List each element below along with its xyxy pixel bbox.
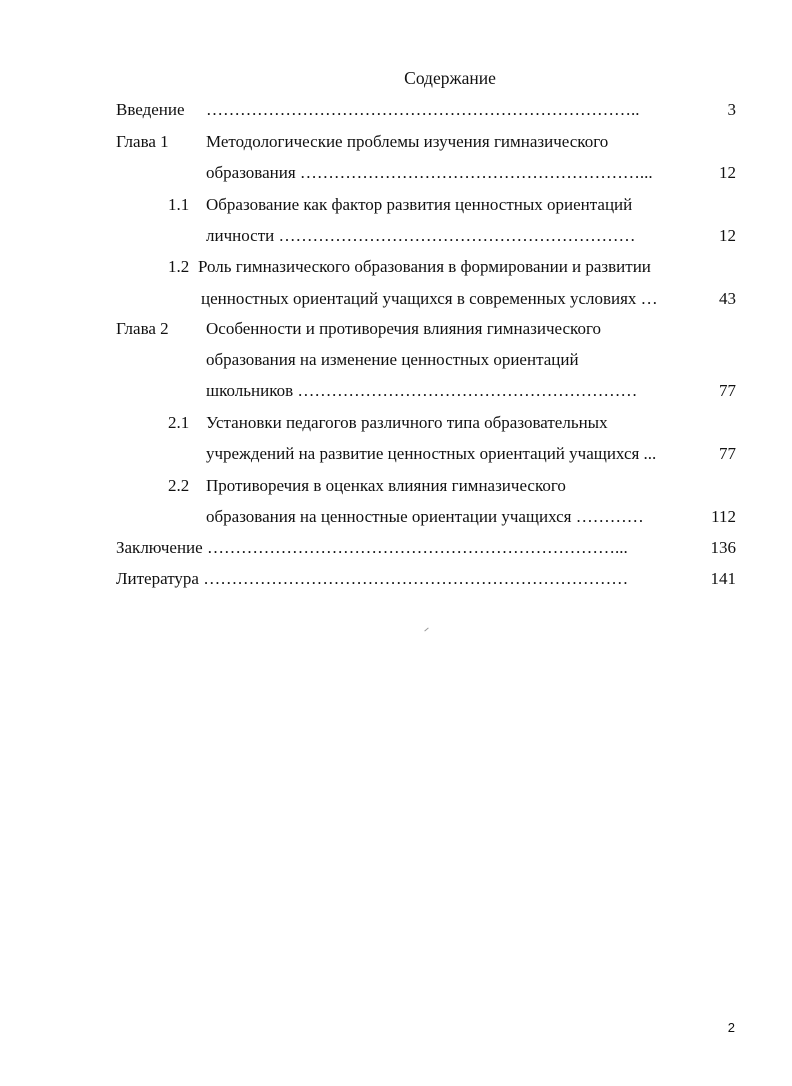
toc-1-1-page: 12	[719, 226, 736, 245]
toc-ch2-title-line1: Особенности и противоречия влияния гимназического	[206, 319, 601, 338]
toc-ch1-page: 12	[719, 163, 736, 182]
toc-1-1-num: 1.1	[168, 195, 190, 214]
toc-ch1-label: Глава 1	[116, 132, 169, 151]
toc-2-2-line2: образования на ценностные ориентации учащихся …………	[206, 507, 644, 526]
toc-2-1-line2: учреждений на развитие ценностных ориентаций учащихся ...	[206, 444, 657, 463]
toc-2-1-line1: Установки педагогов различного типа образовательных	[206, 413, 608, 432]
scan-speck	[424, 628, 428, 632]
toc-2-2-num: 2.2	[168, 476, 190, 495]
toc-2-2-line1: Противоречия в оценках влияния гимназического	[206, 476, 566, 495]
toc-ch1-title-line1: Методологические проблемы изучения гимназического	[206, 132, 609, 151]
toc-literature-label: Литература …………………………………………………………………	[116, 569, 629, 588]
toc-ch2-page: 77	[719, 381, 736, 400]
toc-2-1-num: 2.1	[168, 413, 190, 432]
toc-literature-page: 141	[710, 569, 736, 588]
toc-1-2-line1: Роль гимназического образования в формировании и развитии	[198, 257, 651, 276]
toc-intro-dots: …………………………………………………………………..	[206, 100, 640, 119]
toc-ch2-title-line2: образования на изменение ценностных ориентаций	[206, 350, 579, 369]
toc-intro-page: 3	[727, 100, 736, 119]
toc-1-2-num: 1.2	[168, 257, 190, 276]
toc-ch2-label: Глава 2	[116, 319, 169, 338]
toc-intro-label: Введение	[116, 100, 185, 119]
toc-title: Содержание	[404, 68, 496, 88]
toc-ch2-title-line3: школьников ……………………………………………………	[206, 381, 638, 400]
page-number: 2	[727, 1020, 735, 1035]
toc-2-2-page: 112	[711, 507, 736, 526]
toc-1-2-line2: ценностных ориентаций учащихся в современных условиях …	[201, 289, 658, 308]
toc-1-1-line2: личности ………………………………………………………	[206, 226, 636, 245]
toc-ch1-title-line2: образования ……………………………………………………...	[206, 163, 653, 182]
toc-1-2-page: 43	[719, 289, 736, 308]
toc-conclusion-page: 136	[710, 538, 736, 557]
toc-conclusion-label: Заключение ………………………………………………………………...	[116, 538, 628, 557]
toc-2-1-page: 77	[719, 444, 736, 463]
toc-1-1-line1: Образование как фактор развития ценностных ориентаций	[206, 195, 633, 214]
